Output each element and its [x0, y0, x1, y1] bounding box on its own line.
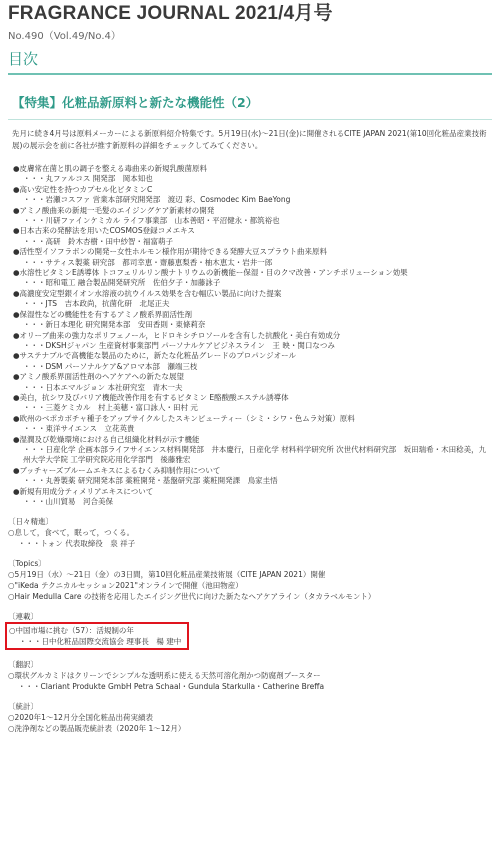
article-title: ●高い安定性を持つカプセル化ビタミンC: [13, 184, 153, 194]
article-authors: ・・・丸ファルコス 開発部 岡本知也: [23, 174, 153, 184]
article-authors: ・・・東洋サイエンス 立花英貴: [23, 424, 135, 434]
feature-article[interactable]: [13, 310, 492, 331]
article-title: ●アミノ酸曲来の新規一毛髪のエイジングケア新素材の開発: [13, 205, 215, 215]
article-title: ●アミノ酸系界面活性剤のヘアケアへの新たな展望: [13, 372, 184, 382]
article-title: ●湿潤及び乾燥環境における自己組織化材料が示す機能: [13, 434, 200, 444]
feature-article[interactable]: [13, 487, 492, 508]
article-authors: ・・・丸善製薬 研究開発本部 薬粧開発・基盤研究部 薬粧開発課 鳥家圭悟: [23, 476, 278, 486]
feature-intro: 先月に続き4月号は原料メーカーによる新原料紹介特集です。5月19日(水)〜21日(金)に開催されるCITE JAPAN 2021(第10回化粧品産業技術展)の展示会を前に各社が推す新原料の詳細をチェックしてみてください。: [12, 129, 487, 150]
feature-article[interactable]: [13, 185, 492, 206]
section-entry[interactable]: ○環状グルカミドはクリーンでシンプルな透明系に使える天然可溶化剤かつ防腐剤ブースター: [8, 671, 321, 681]
highlight-box: [5, 622, 189, 650]
section-label: 〔Topics〕: [8, 559, 46, 569]
article-title: ●高濃度安定型銀イオン水溶液の抗ウイルス効果を含む幅広い製品に向けた提案: [13, 288, 282, 298]
section-entry[interactable]: ○洗浄剤などの製品販売統計表（2020年 1〜12月）: [8, 724, 186, 734]
toc-section: [8, 701, 492, 734]
journal-title: FRAGRANCE JOURNAL 2021/4月号: [8, 3, 333, 24]
article-title: ●保湿性などの機能性を有するアミノ酸系界面活性剤: [13, 309, 193, 319]
article-authors: ・・・DSM パーソナルケア&アロマ本部 瀬端三枝: [23, 361, 198, 371]
issue-number: No.490（Vol.49/No.4）: [8, 31, 121, 42]
toc-section: [8, 611, 492, 650]
section-author: ・・・トォン 代表取締役 泉 祥子: [18, 539, 136, 549]
feature-title: 【特集】化粧品新原料と新たな機能性（2）: [12, 95, 259, 110]
feature-article[interactable]: [13, 466, 492, 487]
article-title: ●活性型イソフラボンの開発ー女性ホルモン様作用が期待できる発酵大豆スプラウト曲来原料: [13, 247, 328, 257]
feature-article[interactable]: [13, 393, 492, 414]
feature-article[interactable]: [13, 331, 492, 352]
article-authors: ・・・日本エマルジョン 本社研究室 青木一夫: [23, 382, 183, 392]
article-authors: ・・・JTS 吉本政尚，抗菌化研 北尾正夫: [23, 299, 170, 309]
section-label: 〔統計〕: [8, 702, 38, 712]
article-title: ●サステナブルで高機能な製品のために，新たな化粧品グレードのプロパンジオール: [13, 351, 296, 361]
feature-article[interactable]: [13, 226, 492, 247]
feature-article-list: [13, 164, 492, 507]
toc-heading: 目次: [8, 50, 492, 75]
article-authors: ・・・三菱ケミカル 村上美穂・富口詠人・田村 元: [23, 403, 198, 413]
section-label: 〔連載〕: [8, 612, 38, 622]
article-title: ●新規有用成分ティメリアエキスについて: [13, 486, 154, 496]
article-title: ●日本古来の発酵法を用いたCOSMOS登録コメエキス: [13, 226, 195, 236]
article-authors: ・・・日産化学 企画本部ライフサイエンス材料開発部 井本慶行，日産化学 材料科学研究所 次世代材料研究部 坂田瑞希・木田稔美，九州大学大学院 工学研究院応用化学部門 後藤雅宏: [23, 444, 487, 465]
feature-article[interactable]: [13, 414, 492, 435]
toc-section: [8, 516, 492, 549]
feature-article[interactable]: [13, 268, 492, 289]
feature-divider: [8, 119, 492, 120]
feature-article[interactable]: [13, 372, 492, 393]
section-label: 〔日々精進〕: [8, 517, 53, 527]
section-entry[interactable]: ○息して，食べて，眠って，つくる。: [8, 528, 135, 538]
section-entry[interactable]: ○"iKeda テクニカルセッション2021"オンラインで開催（池田物産）: [8, 581, 243, 591]
article-authors: ・・・サティス製薬 研究部 都司幸恵・齋藤恵梨香・柚木恵太・岩井一郎: [23, 257, 273, 267]
toc-section: [8, 659, 492, 692]
article-title: ●皮膚常在菌と肌の調子を整える毒曲来の新規乳酸菌原料: [13, 164, 208, 173]
section-entry[interactable]: ○5月19日（水）〜21日（金）の3日間，第10回化粧品産業技術展（CITE JAPAN 2021）開催: [8, 570, 326, 580]
feature-article[interactable]: [13, 206, 492, 227]
section-label: 〔翻訳〕: [8, 660, 38, 670]
feature-article[interactable]: [13, 164, 492, 185]
feature-article[interactable]: [13, 247, 492, 268]
section-entry[interactable]: ○Hair Medulla Care の技術を応用したエイジング世代に向けた新たなヘアケアライン（タカラベルモント）: [8, 592, 376, 602]
article-title: ●オリーブ曲来の強力なポリフェノール，ヒドロキシチロソールを含有した抗酸化・美白有効成分: [13, 330, 341, 340]
article-authors: ・・・昭和電工 融合製品開発研究所 佐伯夕子・加藤詠子: [23, 278, 221, 288]
toc-section: [8, 558, 492, 602]
article-authors: ・・・山川貿易 河合美保: [23, 497, 113, 506]
article-authors: ・・・DKSHジャパン 生産資材事業部門 パーソナルケアビジネスライン 王 映・関口なつみ: [23, 340, 335, 350]
article-authors: ・・・川研ファインケミカル ライフ事業部 山本善昭・平沼健永・都筑裕也: [23, 216, 280, 226]
article-title: ●欧州のベポカボチャ種子をアップサイクルしたスキンビューティー（シミ・シワ・色ムラ対策）原料: [13, 413, 355, 423]
feature-article[interactable]: [13, 435, 492, 466]
feature-article[interactable]: [13, 289, 492, 310]
section-author: ・・・Clariant Produkte GmbH Petra Schaal・Gundula Starkulla・Catherine Breffa: [18, 682, 325, 692]
section-entry[interactable]: ○2020年1〜12月分全国化粧品出荷実績表: [8, 713, 153, 723]
section-entry[interactable]: ○中国市場に挑む（57）：活規制の年: [9, 626, 134, 636]
article-title: ●水溶性ビタミンE誘導体 トコフェリルリン酸ナトリウムの新機能ー保湿・目のクマ改善・アンチポリューション効果: [13, 268, 408, 278]
article-authors: ・・・新日本理化 研究開発本部 安田香則・東條莉奈: [23, 320, 206, 330]
toc-sections: [8, 516, 492, 734]
article-authors: ・・・岩瀬コスファ 営業本部研究開発部 渡辺 彩、Cosmodec Kim BaeYong: [23, 195, 291, 205]
feature-article[interactable]: [13, 351, 492, 372]
article-title: ●ブッチャーズブルームエキスによるむくみ抑制作用について: [13, 465, 221, 475]
article-authors: ・・・高研 鈴木杏樹・田中紗智・福富萌子: [23, 236, 173, 246]
article-title: ●美白，抗シワ及びバリア機能改善作用を有するビタミン E酪酸酸エステル誘導体: [13, 392, 289, 402]
section-author: ・・・日中化粧品国際交流協会 理事長 楊 建中: [19, 637, 182, 647]
